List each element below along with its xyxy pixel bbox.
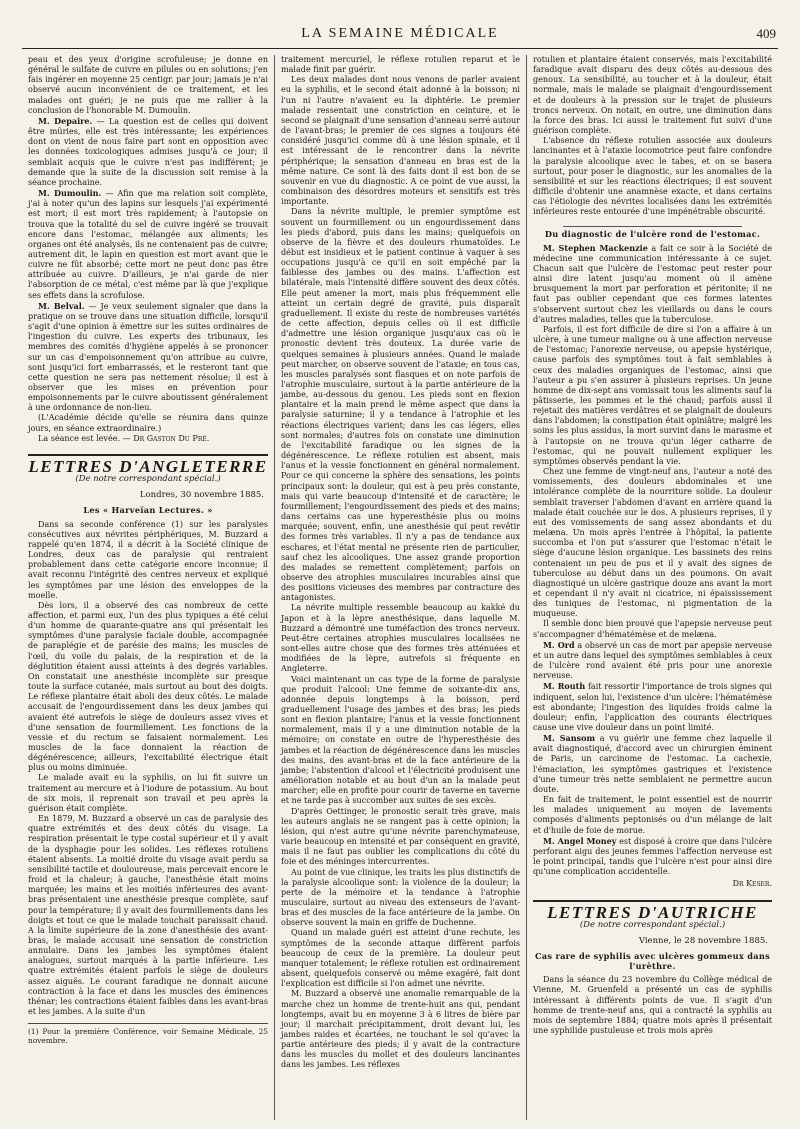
paragraph: Parfois, il est fort difficile de dire si l'on a affaire à un ulcère, à une tumeur maligne ou à une affection nerveuse de l'estomac; l'anorexie nerveuse, ou apepsie hystérique, cause parfois des symptômes tout à fait semblables à ceux des maladies organiques de l'estomac, ainsi que l'auteur a pu s'en assurer à plusieurs reprises. Un jeune homme de dix-sept ans vomissait tous les aliments sauf la pâtisserie, les pommes et le thé chaud; parfois aussi il rejetait des matières verdâtres et se plaignait de douleurs dans l'abdomen; la constipation était opiniâtre; malgré les soins les plus assidus, la mort survint dans le marasme et à l'autopsie on ne trouva qu'un léger catharre de l'estomac, qui ne pouvait nullement expliquer les symptômes observés pendant la vie.: [533, 324, 772, 466]
paragraph: Dans sa seconde conférence (1) sur les paralysies consécutives aux névrites périphériques, M. Buzzard a rappelé qu'en 1874, il a décrit à la Société clinique de Londres, deux cas de paralysie qui rentraient probablement dans cette catégorie encore inconnue; il avait reconnu l'intégrité des centres nerveux et expliqué les symptômes par une lésion des enveloppes de la moelle.: [28, 519, 268, 600]
signature: Dr Keser.: [732, 879, 772, 889]
paragraph: D'après Oettinger, le pronostic serait très grave, mais les auteurs anglais ne se rangent pas à cette opinion; la lésion, qui n'est autre qu'une névrite parenchymateuse, varie beaucoup en intensité et par conséquent en gravité, mais il ne faut pas oublier les complications du côté du foie et des méninges intercurrentes.: [281, 806, 520, 867]
paragraph: En fait de traitement, le point essentiel est de nourrir les malades uniquement au moyen de lavements composés d'aliments peptonisés ou d'un mélange de lait et d'huile de foie de morue.: [533, 795, 772, 835]
signature: Dr Gaston Du Pré.: [133, 433, 210, 443]
dateline: Vienne, le 28 novembre 1885.: [638, 935, 768, 946]
paragraph: rotulien et plantaire étaient conservés, mais l'excitabilité faradique avait disparu des deux côtés au-dessous des genoux. La sensibilité, au toucher et à la douleur, était normale, mais le malade se plaignait d'engourdissement et de douleurs à la pression sur le trajet de plusieurs troncs nerveux. On notait, en outre, une diminution dans la force des bras. Ici aussi le traitement fut suivi d'une guérison complète.: [533, 55, 772, 136]
section-subtitle: (De notre correspondant spécial.): [75, 474, 221, 485]
paragraph: Il semble donc bien prouvé que l'apepsie nerveuse peut s'accompagner d'hématémèse et de melæna.: [533, 619, 772, 639]
speaker-name: M. Ord: [543, 639, 575, 650]
dateline: Londres, 30 novembre 1885.: [139, 490, 264, 501]
column-2: [274, 55, 526, 1120]
column-1: [22, 55, 274, 1120]
paragraph: [533, 681, 772, 733]
paragraph: [533, 640, 772, 682]
speaker-text: est disposé à croire que dans l'ulcère perforant aigu des jeunes femmes l'affection nerveuse est le point principal, tandis que l'ulcère n'est pour ainsi dire qu'une complication accidentelle.: [533, 836, 772, 877]
speaker-text: fait ressortir l'importance de trois signes qui indiquent, selon lui, l'existence d'un ulcère: l'hématémèse est abondante; l'ingestion des liquides froids calme la douleur; enfin, l'application des courants électriques cause une vive douleur dans un point limité.: [533, 682, 772, 732]
paragraph: Dans la séance du 23 novembre du Collège médical de Vienne, M. Gruenfeld a présenté un cas de syphilis intéressant à différents points de vue. Il s'agit d'un homme de trente-neuf ans, qui a contracté la syphilis au mois de septembre 1884; quatre mois après il présentait une syphilide pustuleuse et trois mois après: [533, 975, 772, 1036]
speaker-name: M. Dumoulin.: [38, 188, 102, 199]
section-title: LETTRES D'AUTRICHE: [533, 900, 772, 918]
paragraph: [28, 116, 268, 188]
paragraph: Les deux malades dont nous venons de parler avaient eu la syphilis, et le second était adonné à la boisson; ni l'un ni l'autre n'avaient eu la diphtérie. Le premier malade ressentait une constriction en ceinture, et le second se plaignait d'une sensation d'anneau serré autour de l'avant-bras; le premier de ces signes a toujours été considéré jusqu'ici comme dû à une lésion spinale, et il est intéressant de le rencontrer dans la névrite périphérique; la sensation d'anneau en bras est de la même nature. Ce sont là des faits dont il est bon de se souvenir en vue du diagnostic. A ce point de vue aussi, la combinaison des désordres moteurs et sensitifs est très importante.: [281, 75, 520, 207]
subheading: Les « Harveïan Lectures. »: [83, 505, 213, 516]
speaker-name: M. Stephen Mackenzie: [543, 242, 648, 253]
footnote: (1) Pour la première Conférence, voir Semaine Médicale, 25 novembre.: [28, 1023, 268, 1045]
page-number: 409: [756, 26, 776, 41]
paragraph: Au point de vue clinique, les traits les plus distinctifs de la paralysie alcoolique sont: la violence de la douleur; la perte de la mémoire et la tendance à l'atrophie musculaire, surtout au niveau des extenseurs de l'avant-bras et des muscles de la face antérieure de la jambe. On observe souvent la main en griffe de Duchenne.: [281, 867, 520, 928]
paragraph: L'absence du réflexe rotulien associée aux douleurs lancinantes et à l'ataxie locomotrice peut faire confondre la paralysie alcoolique avec le tabes, et on se basera surtout, pour poser le diagnostic, sur les anomalies de la sensibilité et sur les réactions électriques; il est souvent difficile d'obtenir une anamnèse exacte, et dans certains cas l'étiologie des névrites localisées dans les extrémités inférieures reste entourée d'une impénétrable obscurité.: [533, 136, 772, 217]
speaker-name: M. Angel Money: [543, 835, 617, 846]
paragraph: Le malade avait eu la syphilis, on lui fit suivre un traitement au mercure et à l'iodure de potassium. Au bout de six mois, il reprenait son travail et peu après la guérison était complète.: [28, 773, 268, 813]
speaker-name: M. Depaire.: [38, 115, 93, 126]
running-head: [22, 26, 778, 49]
speaker-text: a fait ce soir à la Société de médecine une communication intéressante à ce sujet. Chacun sait que l'ulcère de l'estomac peut rester pour ainsi dire latent jusqu'au moment où il amène brusquement la mort par perforation et péritonite; il ne faut pas oublier cependant que ces formes latentes s'observent surtout chez les vieillards ou dans le cours d'autres maladies, telles que la tuberculose.: [533, 243, 772, 324]
speaker-text: — Afin que ma relation soit complète, j'ai à noter qu'un des lapins sur lesquels j'ai expérimenté est mort; il est mort très rapidement; à l'autopsie on trouva que la totalité du sel de cuivre ingéré se trouvait encore dans l'estomac, mélangée aux aliments; les organes ont été analysés, ils ne contenaient pas de cuivre; autrement dit, le lapin en question est mort avant que le cuivre ne fût absorbé; cette mort ne peut donc pas être attribuée au cuivre. D'ailleurs, je n'ai garde de nier l'absorption de ce métal, c'est même par là que j'explique ses effets dans la scrofulose.: [28, 189, 268, 300]
closing-text: La séance est levée. —: [38, 433, 134, 443]
paragraph: peau et des yeux d'origine scrofuleuse; je donne en général le sulfate de cuivre en pilules ou en solutions; j'en fais ingérer en moyenne 25 centigr. par jour; jamais je n'ai observé aucun inconvénient de ce traitement, et les malades ont guéri; je ne puis que me rallier à la conclusion de l'honorable M. Dumoulin.: [28, 55, 268, 115]
paragraph: [28, 188, 268, 301]
paragraph: Dès lors, il a observé des cas nombreux de cette affection, et parmi eux, l'un des plus typiques a été celui d'un homme de quarante-quatre ans qui présentait les symptômes d'une paralysie faciale double, accompagnée de paraplégie et de parésie des mains; les muscles de l'œil, du voile du palais, de la respiration et de la déglutition étaient aussi atteints à des degrés variables. On constatait une anesthésie incomplète sur presque toute la surface cutanée, mais surtout au bout des doigts. Le réflexe plantaire était aboli des deux côtés. Le malade accusait de l'engourdissement dans les deux jambes qui avaient été autrefois le siège de douleurs assez vives et d'une sensation de fourmillement. Les fonctions de la vessie et du rectum se faisaient normalement. Les muscles de la face donnaient la réaction de dégénérescence; ailleurs, l'excitabilité électrique était plus ou moins diminuée.: [28, 600, 268, 773]
speaker-text: — La question est de celles qui doivent être mûries, elle est très intéressante; les expériences dont on vient de nous faire part sont en opposition avec les données toxicologiques admises jusqu'à ce jour; il semblait acquis que le cuivre n'est pas indifférent; je demande que la suite de la discussion soit remise à la séance prochaine.: [28, 116, 268, 187]
speaker-text: a vu guérir une femme chez laquelle il avait diagnostiqué, d'accord avec un chirurgien éminent de Paris, un carcinome de l'estomac. La cachexie, l'émaciation, les symptômes gastriques et l'existence d'une tumeur très nette semblaient ne permettre aucun doute.: [533, 734, 772, 794]
paragraph: [28, 301, 268, 414]
section-title: LETTRES D'ANGLETERRE: [28, 454, 268, 472]
paragraph: M. Buzzard a observé une anomalie remarquable de la marche chez un homme de trente-huit ans qui, pendant longtemps, avait bu en moyenne 3 à 6 litres de bière par jour; il marchait précipitamment, droit devant lui, les jambes raides et écartées, ne touchant le sol qu'avec la partie antérieure des pieds; il y avait de la contracture dans les muscles du mollet et des douleurs lancinantes dans les jambes. Les réflexes: [281, 989, 520, 1070]
paragraph: [533, 733, 772, 795]
paragraph: traitement mercuriel, le réflexe rotulien reparut et le malade finit par guérir.: [281, 55, 520, 75]
section-subtitle: (De notre correspondant spécial.): [579, 919, 726, 930]
column-3: [526, 55, 778, 1120]
speaker-name: M. Routh: [543, 681, 586, 692]
paragraph: [533, 243, 772, 325]
speaker-name: M. Sansom: [543, 733, 595, 744]
paragraph: (L'Académie décide qu'elle se réunira dans quinze jours, en séance extraordinaire.): [28, 413, 268, 433]
speaker-text: a observé un cas de mort par apepsie nerveuse et un autre dans lequel des symptômes semblables à ceux de l'ulcère rond avaient été pris pour une anorexie nerveuse.: [533, 640, 772, 681]
paragraph: [533, 836, 772, 878]
paragraph: La névrite multiple ressemble beaucoup au kakké du Japon et à la lèpre anesthésique, dans laquelle M. Buzzard a démontré une tuméfaction des troncs nerveux. Peut-être certaines atrophies musculaires localisées ne sont-elles autre chose que des formes très atténuées et modifiées de la lèpre, autrefois si fréquente en Angleterre.: [281, 603, 520, 674]
paragraph: [28, 434, 268, 444]
paragraph: En 1879, M. Buzzard a observé un cas de paralysie des quatre extrémités et des deux côtés du visage. La respiration présentait le type costal supérieur et il y avait de la dysphagie pour les solides. Les réflexes rotuliens étaient absents. La moitié droite du visage avait perdu sa sensibilité tactile et douloureuse, mais percevait encore le froid et la chaleur; à gauche, l'anesthésie était moins marquée; les mains et les moitiés inférieures des avant-bras présentaient une anesthésie presque complète, sauf pour la température; il y avait des fourmillements dans les doigts et tout ce que le malade touchait paraissait chaud. A la limite supérieure de la zone d'anesthésie des avant-bras, le malade accusait une sensation de constriction annulaire. Dans les jambes les symptômes étaient analogues, surtout marqués à la partie inférieure. Les quatre extrémités étaient parfois le siège de douleurs assez aiguës. Le courant faradique ne donnait aucune contraction à la face et dans les muscles des éminences thénar; les contractions étaient faibles dans les avant-bras et les jambes. A la suite d'un: [28, 814, 268, 1017]
subheading: Cas rare de syphilis avec ulcères gommeux dans l'urèthre.: [534, 950, 771, 972]
speaker-text: — Je veux seulement signaler que dans la pratique on se trouve dans une situation difficile, lorsqu'il s'agit d'une opinion à émettre sur les suites ordinaires de l'ingestion du cuivre. Les experts des tribunaux, les membres des comités d'hygiène appelés à se prononcer sur un cas d'empoisonnement qu'on attribue au cuivre, sont jusqu'ici fort embarrassés, et le resteront tant que cette question ne sera pas nettement résolue; il est à observer que les mises en prévention pour empoisonnements par le cuivre aboutissent généralement à une ordonnance de non-lieu.: [28, 301, 268, 413]
paragraph: Chez une femme de vingt-neuf ans, l'auteur a noté des vomissements, des douleurs abdominales et une intolérance complète de la nourriture solide. La douleur semblait traverser l'abdomen d'avant en arrière quand la malade était couchée sur le dos. A plusieurs reprises, il y eut des vomissements de sang assez abondants et du melæna. Un mois après l'entrée à l'hôpital, la patiente succomba et l'on put s'assurer que l'estomac n'était le siège d'aucune lésion organique. Les bassinets des reins contenaient un peu de pus et il y avait des signes de tuberculose au début dans un des poumons. On avait diagnostiqué un ulcère gastrique douze ans avant la mort et cependant il n'y avait ni cicatrice, ni épaississement des tuniques de l'estomac, ni pigmentation de la muqueuse.: [533, 467, 772, 619]
paragraph: Quand un malade guéri est atteint d'une rechute, les symptômes de la seconde attaque diffèrent parfois beaucoup de ceux de la première. La douleur peut manquer totalement; le réflexe rotulien est ordinairement absent, quelquefois conservé ou même exagéré, fait dont l'explication est difficile si l'on admet une névrite.: [281, 928, 520, 989]
paragraph: Voici maintenant un cas type de la forme de paralysie que produit l'alcool: Une femme de soixante-dix ans, adonnée depuis longtemps à la boisson, perd graduellement l'usage des jambes et des bras; les pieds sont en flexion plantaire; l'anus et la vessie fonctionnent normalement, mais il y a une diminution notable de la mémoire; on constate en outre de l'hyperesthésie des jambes et la réaction de dégénérescence dans les muscles des mains, des avant-bras et de la face antérieure de la jambe; l'abstention d'alcool et l'électricité produisent une amélioration notable et au bout d'un an la malade peut marcher; elle en profite pour courir de taverne en taverne et ne tarde pas à succomber aux suites de ses excès.: [281, 674, 520, 806]
text-columns: [22, 55, 778, 1120]
subheading: Du diagnostic de l'ulcère rond de l'estomac.: [544, 228, 761, 239]
journal-title: LA SEMAINE MÉDICALE: [301, 26, 499, 41]
paragraph: Dans la névrite multiple, le premier symptôme est souvent un fourmillement ou un engourdissement dans les pieds d'abord, puis dans les mains; quelquefois on observe de la fièvre et des douleurs rhumatoïdes. Le début est insidieux et le patient continue à vaquer à ses occupations jusqu'à ce qu'il en soit empêché par la faiblesse des jambes ou des mains. L'affection est bilatérale, mais l'intensité diffère souvent des deux côtés. Elle peut amener la mort, mais plus fréquemment elle atteint un certain degré de gravité, puis disparaît graduellement. Il existe du reste de nombreuses variétés de cette affection, depuis celles où il est difficile d'admettre une lésion organique jusqu'aux cas où le pronostic devient très douteux. La durée varie de quelques semaines à plusieurs années. Quand le malade peut marcher, on observe souvent de l'ataxie; en tous cas, les muscles paralysés sont flasques et on note parfois de l'atrophie musculaire, surtout à la partie antérieure de la jambe, au-dessous du genou. Les pieds sont en flexion plantaire et la main prend le même aspect que dans la paralysie saturnine; il y a tendance à l'atrophie et les réactions électriques varient; dans les cas légers, elles sont normales; d'autres fois on constate une diminution de l'excitabilité faradique ou les signes de la dégénérescence. Le réflexe rotulien est absent, mais l'anus et la vessie fonctionnent en général normalement. Pour ce qui concerne la sphère des sensations, les points principaux sont: la douleur, qui est à peu près constante, mais qui varie beaucoup d'intensité et de caractère; le fourmillement; l'engourdissement des pieds et des mains; dans certains cas une hyperesthésie plus ou moins marquée; souvent, enfin, une anesthésie qui peut revêtir des formes très variables. Il n'y a pas de tendance aux eschares, et l'état mental ne présente rien de particulier, sauf chez les alcooliques. Une assez grande proportion des malades se remettent complètement; parfois on observe des atrophies musculaires incurables ainsi que des positions vicieuses des membres par contracture des antagonistes.: [281, 207, 520, 603]
divider: [563, 226, 742, 227]
speaker-name: M. Belval.: [38, 300, 85, 311]
